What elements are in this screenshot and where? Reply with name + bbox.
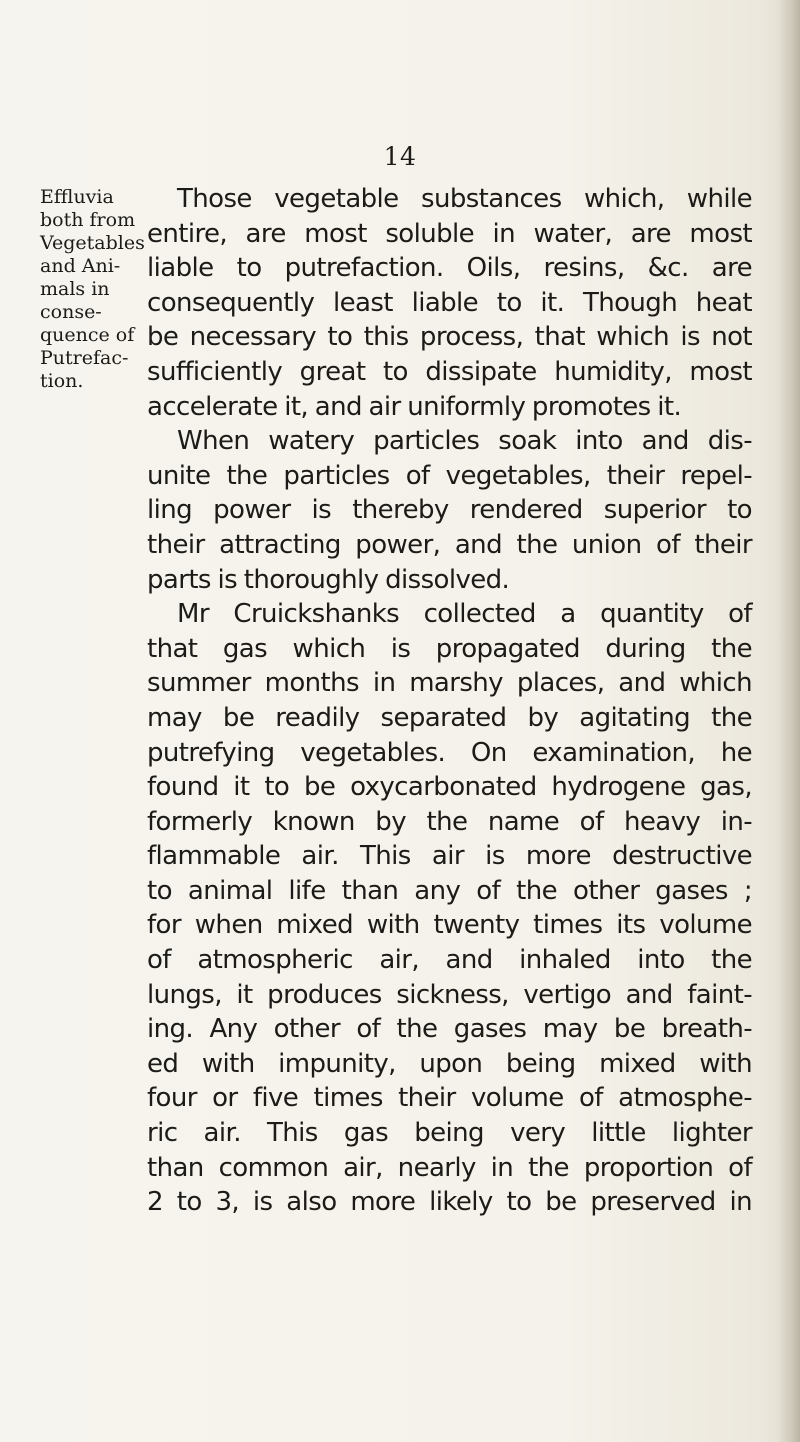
text-line: found it to be oxycarbonated hydrogene gas,	[147, 772, 752, 803]
text-line: ing. Any other of the gases may be breath-	[147, 1014, 752, 1045]
text-line: entire, are most soluble in water, are most	[147, 218, 752, 249]
text-line: putrefying vegetables. On examination, he	[147, 737, 752, 768]
text-line: ling power is thereby rendered superior to	[147, 495, 752, 526]
text-line: ric air. This gas being very little lighter	[147, 1118, 752, 1149]
text-line: When watery particles soak into and dis-	[177, 426, 752, 457]
text-line: flammable air. This air is more destructive	[147, 841, 752, 872]
text-line: that gas which is propagated during the	[147, 633, 752, 664]
body-text	[147, 182, 752, 1220]
text-line: their attracting power, and the union of their	[147, 529, 752, 560]
margin-note-line: Putrefac-	[40, 347, 129, 369]
page-edge-shadow	[778, 0, 800, 1442]
text-line: Those vegetable substances which, while	[177, 184, 752, 214]
margin-note-line: both from	[40, 209, 136, 231]
margin-note-line: tion.	[40, 370, 84, 392]
margin-note-line: conse-	[40, 301, 102, 323]
margin-note-line: Vegetables	[40, 232, 145, 254]
text-line: be necessary to this process, that which is not	[147, 322, 752, 353]
text-line: than common air, nearly in the proportion of	[147, 1152, 752, 1183]
margin-note-line: mals in	[40, 278, 110, 300]
text-line: to animal life than any of the other gases ;	[147, 875, 752, 906]
text-line: for when mixed with twenty times its volume	[147, 910, 752, 941]
text-line: 2 to 3, is also more likely to be preserved in	[147, 1187, 752, 1218]
text-line: accelerate it, and air uniformly promotes it.	[147, 391, 682, 422]
margin-note-line: and Ani-	[40, 255, 121, 277]
text-line: summer months in marshy places, and which	[147, 668, 752, 699]
margin-note-line: Effluvia	[40, 186, 114, 208]
text-line: may be readily separated by agitating the	[147, 702, 752, 733]
page-number: 14	[383, 142, 417, 171]
text-line: formerly known by the name of heavy in-	[147, 806, 752, 837]
margin-note	[40, 186, 144, 393]
text-line: parts is thoroughly dissolved.	[147, 564, 510, 595]
text-line: of atmospheric air, and inhaled into the	[147, 945, 752, 976]
text-line: ed with impunity, upon being mixed with	[147, 1048, 752, 1079]
margin-note-line: quence of	[40, 324, 135, 346]
text-line: liable to putrefaction. Oils, resins, &c. are	[147, 253, 752, 284]
text-line: unite the particles of vegetables, their repel-	[147, 460, 752, 491]
text-line: four or five times their volume of atmosphe-	[147, 1083, 752, 1114]
text-line: consequently least liable to it. Though heat	[147, 287, 752, 318]
text-line: sufficiently great to dissipate humidity, most	[147, 356, 752, 387]
text-line: Mr Cruickshanks collected a quantity of	[177, 599, 752, 630]
text-line: lungs, it produces sickness, vertigo and faint-	[147, 979, 752, 1010]
